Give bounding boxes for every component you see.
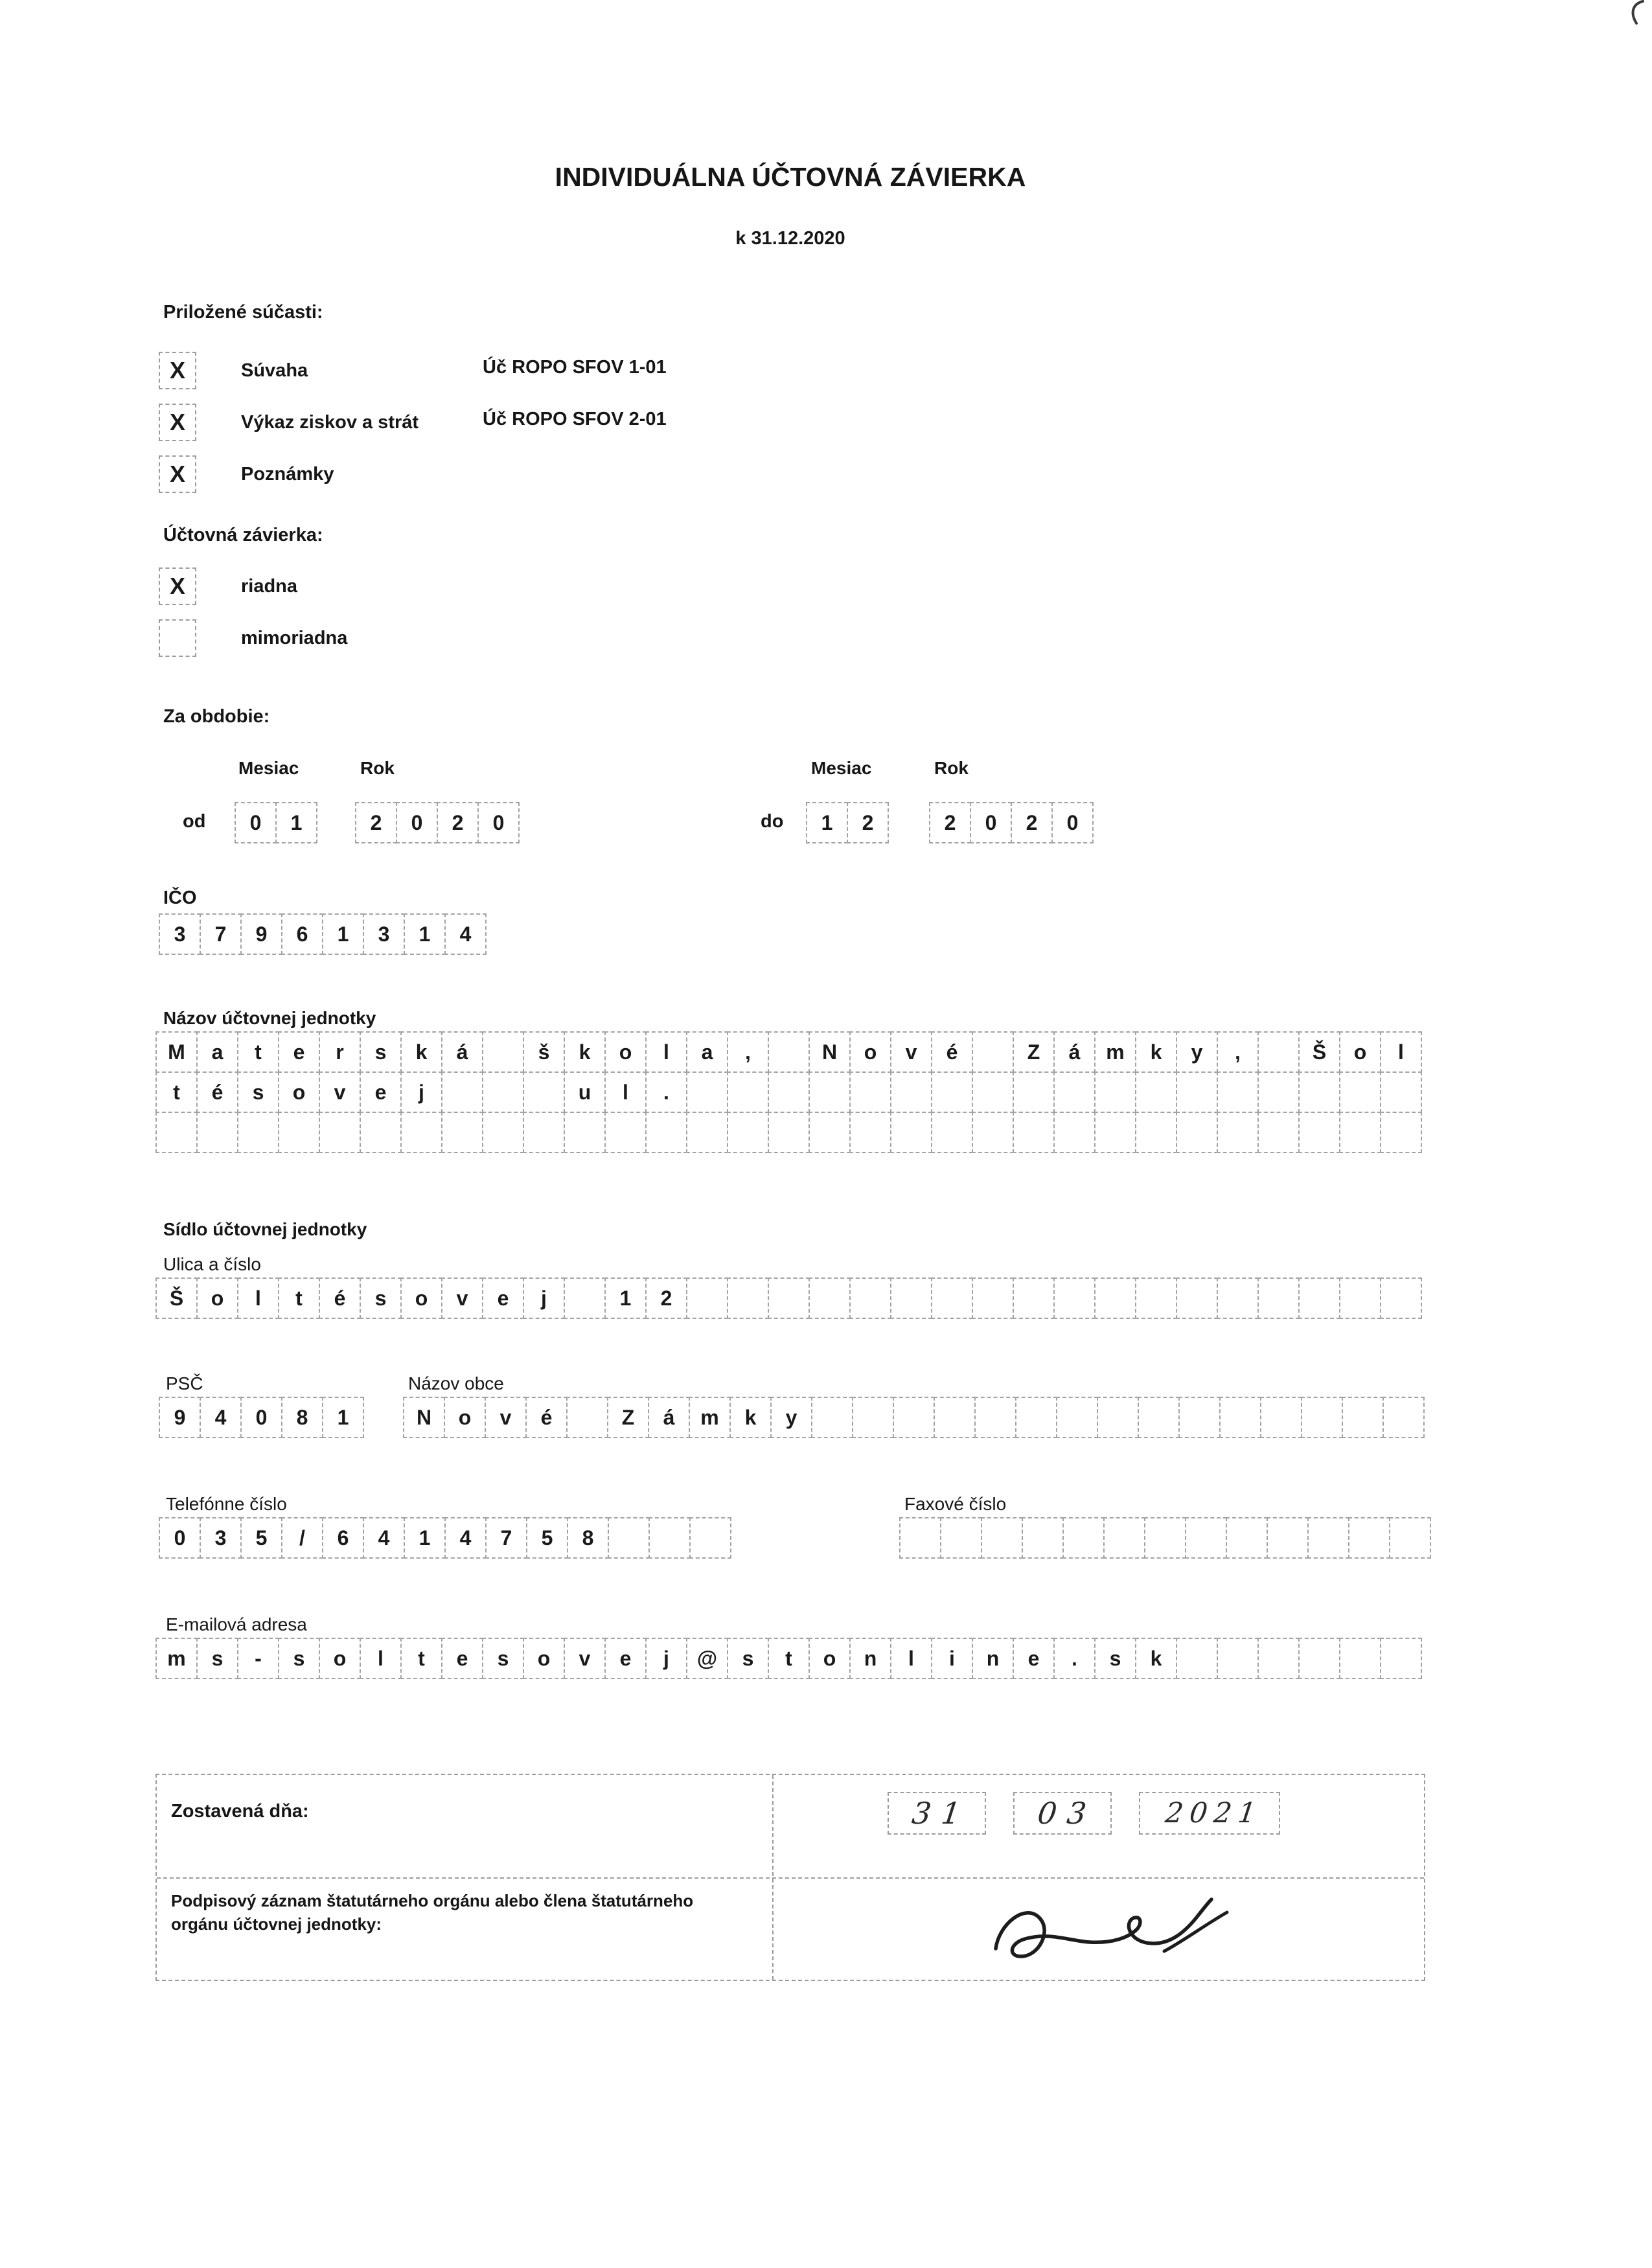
grid-cell: N bbox=[809, 1031, 851, 1073]
grid-cell bbox=[1144, 1517, 1186, 1559]
grid-cell: n bbox=[849, 1638, 891, 1679]
grid-cell: 8 bbox=[567, 1517, 609, 1559]
grid-cell: é bbox=[319, 1277, 361, 1319]
date-month-box bbox=[1013, 1792, 1112, 1835]
grid-cell: á bbox=[1053, 1031, 1096, 1073]
grid-cell: e bbox=[441, 1638, 483, 1679]
grid-cell bbox=[1217, 1112, 1259, 1153]
grid-cell: m bbox=[155, 1638, 198, 1679]
grid-cell: o bbox=[1339, 1031, 1381, 1073]
ulica-grid bbox=[155, 1277, 1422, 1319]
date-day-box bbox=[888, 1792, 986, 1835]
do-mesiac-header: Mesiac bbox=[811, 758, 872, 778]
grid-cell: 0 bbox=[970, 802, 1012, 843]
grid-cell: l bbox=[360, 1638, 402, 1679]
grid-cell bbox=[1178, 1397, 1221, 1438]
grid-cell: a bbox=[686, 1031, 728, 1073]
grid-cell bbox=[1226, 1517, 1268, 1559]
grid-cell: e bbox=[1013, 1638, 1055, 1679]
grid-cell bbox=[686, 1277, 728, 1319]
grid-cell bbox=[1380, 1071, 1422, 1113]
grid-cell: o bbox=[849, 1031, 891, 1073]
grid-cell bbox=[441, 1112, 483, 1153]
grid-cell bbox=[1176, 1638, 1218, 1679]
grid-cell bbox=[1348, 1517, 1390, 1559]
grid-cell bbox=[890, 1112, 932, 1153]
grid-cell: Z bbox=[1013, 1031, 1055, 1073]
grid-cell bbox=[604, 1112, 647, 1153]
grid-cell bbox=[931, 1112, 973, 1153]
grid-cell: 1 bbox=[404, 1517, 446, 1559]
form-title: INDIVIDUÁLNA ÚČTOVNÁ ZÁVIERKA bbox=[555, 162, 1026, 192]
grid-cell: 7 bbox=[485, 1517, 527, 1559]
grid-cell bbox=[890, 1277, 932, 1319]
grid-cell bbox=[1380, 1638, 1422, 1679]
od-rok-header: Rok bbox=[360, 758, 395, 778]
grid-cell: 6 bbox=[322, 1517, 364, 1559]
ico-label: IČO bbox=[163, 888, 197, 908]
grid-cell bbox=[482, 1071, 524, 1113]
grid-cell: s bbox=[727, 1638, 769, 1679]
grid-cell bbox=[1298, 1112, 1340, 1153]
grid-cell: k bbox=[564, 1031, 606, 1073]
grid-cell bbox=[196, 1112, 238, 1153]
attached-parts-heading: Priložené súčasti: bbox=[163, 302, 323, 323]
grid-cell bbox=[1380, 1277, 1422, 1319]
grid-cell bbox=[972, 1031, 1014, 1073]
grid-cell: 0 bbox=[1051, 802, 1094, 843]
grid-cell bbox=[1217, 1638, 1259, 1679]
grid-cell: o bbox=[278, 1071, 320, 1113]
grid-cell bbox=[645, 1112, 687, 1153]
grid-cell bbox=[1382, 1397, 1425, 1438]
grid-cell: s bbox=[278, 1638, 320, 1679]
grid-cell bbox=[893, 1397, 935, 1438]
grid-cell bbox=[1053, 1277, 1096, 1319]
do-label: do bbox=[761, 811, 784, 832]
label-riadna: riadna bbox=[241, 576, 298, 597]
grid-cell: m bbox=[689, 1397, 731, 1438]
grid-cell: , bbox=[1217, 1031, 1259, 1073]
checkbox-mark: X bbox=[169, 409, 185, 435]
grid-cell: 2 bbox=[929, 802, 971, 843]
grid-cell: 1 bbox=[275, 802, 317, 843]
grid-cell bbox=[1094, 1277, 1136, 1319]
grid-cell: s bbox=[482, 1638, 524, 1679]
grid-cell bbox=[981, 1517, 1023, 1559]
grid-cell: r bbox=[319, 1031, 361, 1073]
grid-cell: a bbox=[196, 1031, 238, 1073]
checkbox-mimoriadna bbox=[159, 619, 196, 657]
psc-grid bbox=[159, 1397, 364, 1438]
sidlo-heading: Sídlo účtovnej jednotky bbox=[163, 1219, 367, 1239]
grid-cell bbox=[890, 1071, 932, 1113]
label-mimoriadna: mimoriadna bbox=[241, 628, 348, 648]
podpisovy-zaznam-label: Podpisový záznam štatutárneho orgánu alebo člena štatutárneho orgánu účtovnej jednotky: bbox=[171, 1891, 694, 1934]
grid-cell bbox=[648, 1517, 691, 1559]
grid-cell bbox=[1298, 1638, 1340, 1679]
label-suvaha: Súvaha bbox=[241, 360, 308, 381]
grid-cell bbox=[564, 1112, 606, 1153]
grid-cell: s bbox=[1094, 1638, 1136, 1679]
grid-cell: 4 bbox=[363, 1517, 405, 1559]
grid-cell: 0 bbox=[477, 802, 520, 843]
grid-cell: 9 bbox=[240, 913, 282, 955]
grid-cell: k bbox=[400, 1031, 442, 1073]
grid-cell: , bbox=[727, 1031, 769, 1073]
grid-cell: s bbox=[360, 1277, 402, 1319]
grid-cell: 5 bbox=[526, 1517, 568, 1559]
grid-cell: e bbox=[604, 1638, 647, 1679]
grid-cell: 3 bbox=[363, 913, 405, 955]
grid-cell bbox=[1185, 1517, 1227, 1559]
grid-cell: 2 bbox=[847, 802, 889, 843]
table-horizontal-divider bbox=[157, 1877, 1424, 1879]
grid-cell: s bbox=[196, 1638, 238, 1679]
grid-cell bbox=[441, 1071, 483, 1113]
grid-cell: 1 bbox=[604, 1277, 647, 1319]
grid-cell: j bbox=[645, 1638, 687, 1679]
grid-cell bbox=[686, 1112, 728, 1153]
obec-grid bbox=[403, 1397, 1425, 1438]
telefon-grid bbox=[159, 1517, 731, 1559]
grid-cell: t bbox=[237, 1031, 279, 1073]
entity-name-row2 bbox=[155, 1071, 1422, 1113]
grid-cell: o bbox=[604, 1031, 647, 1073]
grid-cell bbox=[1062, 1517, 1105, 1559]
signature-table bbox=[155, 1774, 1425, 1981]
grid-cell: 2 bbox=[437, 802, 479, 843]
grid-cell bbox=[1267, 1517, 1309, 1559]
grid-cell bbox=[1217, 1277, 1259, 1319]
grid-cell: 6 bbox=[281, 913, 323, 955]
grid-cell: v bbox=[564, 1638, 606, 1679]
grid-cell bbox=[899, 1517, 941, 1559]
grid-cell: é bbox=[196, 1071, 238, 1113]
grid-cell: l bbox=[1380, 1031, 1422, 1073]
grid-cell bbox=[523, 1112, 565, 1153]
grid-cell bbox=[1301, 1397, 1343, 1438]
grid-cell bbox=[1339, 1638, 1381, 1679]
period-heading: Za obdobie: bbox=[163, 706, 270, 727]
grid-cell: š bbox=[523, 1031, 565, 1073]
grid-cell: Š bbox=[1298, 1031, 1340, 1073]
grid-cell bbox=[940, 1517, 982, 1559]
grid-cell: s bbox=[237, 1071, 279, 1113]
grid-cell bbox=[482, 1031, 524, 1073]
grid-cell bbox=[809, 1277, 851, 1319]
checkbox-riadna bbox=[159, 567, 196, 605]
grid-cell: 3 bbox=[200, 1517, 242, 1559]
grid-cell: á bbox=[648, 1397, 690, 1438]
date-year-box bbox=[1139, 1792, 1280, 1835]
grid-cell bbox=[1342, 1397, 1384, 1438]
grid-cell: 1 bbox=[322, 1397, 364, 1438]
grid-cell bbox=[1013, 1071, 1055, 1113]
grid-cell: . bbox=[645, 1071, 687, 1113]
grid-cell: n bbox=[972, 1638, 1014, 1679]
grid-cell: o bbox=[400, 1277, 442, 1319]
grid-cell bbox=[1053, 1071, 1096, 1113]
grid-cell bbox=[974, 1397, 1016, 1438]
grid-cell: e bbox=[278, 1031, 320, 1073]
grid-cell bbox=[727, 1071, 769, 1113]
grid-cell: t bbox=[400, 1638, 442, 1679]
grid-cell bbox=[931, 1071, 973, 1113]
grid-cell bbox=[400, 1112, 442, 1153]
grid-cell: é bbox=[525, 1397, 568, 1438]
grid-cell bbox=[1013, 1277, 1055, 1319]
code-suvaha: Úč ROPO SFOV 1-01 bbox=[483, 357, 667, 378]
grid-cell: 0 bbox=[240, 1397, 282, 1438]
grid-cell: é bbox=[931, 1031, 973, 1073]
grid-cell bbox=[1257, 1031, 1300, 1073]
grid-cell bbox=[852, 1397, 894, 1438]
grid-cell bbox=[972, 1277, 1014, 1319]
grid-cell bbox=[1339, 1071, 1381, 1113]
handwritten-day: 31 bbox=[910, 1796, 973, 1831]
grid-cell: 0 bbox=[159, 1517, 201, 1559]
handwritten-year: 2021 bbox=[1164, 1797, 1265, 1829]
grid-cell: o bbox=[523, 1638, 565, 1679]
grid-cell: v bbox=[319, 1071, 361, 1113]
grid-cell: 1 bbox=[322, 913, 364, 955]
checkbox-poznamky bbox=[159, 455, 196, 493]
signature-handwriting bbox=[980, 1884, 1265, 1978]
grid-cell bbox=[1339, 1112, 1381, 1153]
grid-cell: l bbox=[237, 1277, 279, 1319]
grid-cell bbox=[1135, 1277, 1177, 1319]
grid-cell bbox=[1056, 1397, 1098, 1438]
fax-grid bbox=[899, 1517, 1431, 1559]
ico-grid bbox=[159, 913, 487, 955]
grid-cell bbox=[1015, 1397, 1057, 1438]
grid-cell bbox=[1135, 1112, 1177, 1153]
grid-cell bbox=[566, 1397, 608, 1438]
grid-cell bbox=[931, 1277, 973, 1319]
grid-cell bbox=[608, 1517, 650, 1559]
checkbox-vykaz bbox=[159, 404, 196, 441]
grid-cell bbox=[523, 1071, 565, 1113]
grid-cell bbox=[686, 1071, 728, 1113]
grid-cell bbox=[1380, 1112, 1422, 1153]
grid-cell bbox=[727, 1112, 769, 1153]
grid-cell bbox=[1176, 1112, 1218, 1153]
grid-cell bbox=[849, 1112, 891, 1153]
grid-cell bbox=[768, 1071, 810, 1113]
grid-cell: k bbox=[729, 1397, 772, 1438]
ulica-label: Ulica a číslo bbox=[163, 1254, 261, 1274]
grid-cell bbox=[811, 1397, 853, 1438]
od-mesiac-header: Mesiac bbox=[238, 758, 299, 778]
grid-cell: 5 bbox=[240, 1517, 282, 1559]
obec-label: Názov obce bbox=[408, 1373, 504, 1393]
entity-name-row3 bbox=[155, 1112, 1422, 1153]
scan-artifact-mark bbox=[1616, 0, 1649, 27]
grid-cell bbox=[809, 1112, 851, 1153]
grid-cell: j bbox=[400, 1071, 442, 1113]
grid-cell: u bbox=[564, 1071, 606, 1113]
form-date-subtitle: k 31.12.2020 bbox=[735, 228, 845, 249]
grid-cell bbox=[1298, 1071, 1340, 1113]
grid-cell: M bbox=[155, 1031, 198, 1073]
do-year-grid bbox=[929, 802, 1094, 843]
grid-cell: o bbox=[319, 1638, 361, 1679]
grid-cell: t bbox=[278, 1277, 320, 1319]
grid-cell: á bbox=[441, 1031, 483, 1073]
grid-cell: 4 bbox=[444, 913, 487, 955]
grid-cell bbox=[1176, 1277, 1218, 1319]
grid-cell bbox=[1094, 1071, 1136, 1113]
fax-label: Faxové číslo bbox=[904, 1494, 1007, 1514]
grid-cell bbox=[934, 1397, 976, 1438]
grid-cell bbox=[1257, 1071, 1300, 1113]
grid-cell: k bbox=[1135, 1031, 1177, 1073]
grid-cell bbox=[564, 1277, 606, 1319]
grid-cell: 3 bbox=[159, 913, 201, 955]
grid-cell: 2 bbox=[1011, 802, 1053, 843]
telefon-label: Telefónne číslo bbox=[166, 1494, 287, 1514]
grid-cell: 8 bbox=[281, 1397, 323, 1438]
grid-cell: t bbox=[155, 1071, 198, 1113]
grid-cell: i bbox=[931, 1638, 973, 1679]
grid-cell: 2 bbox=[645, 1277, 687, 1319]
grid-cell: l bbox=[604, 1071, 647, 1113]
zostavena-dna-label: Zostavená dňa: bbox=[171, 1801, 309, 1822]
grid-cell bbox=[278, 1112, 320, 1153]
entity-name-label: Názov účtovnej jednotky bbox=[163, 1008, 376, 1028]
grid-cell bbox=[849, 1277, 891, 1319]
grid-cell bbox=[1103, 1517, 1145, 1559]
grid-cell bbox=[1097, 1397, 1139, 1438]
grid-cell: m bbox=[1094, 1031, 1136, 1073]
grid-cell bbox=[1257, 1112, 1300, 1153]
checkbox-suvaha bbox=[159, 352, 196, 389]
grid-cell bbox=[1022, 1517, 1064, 1559]
grid-cell: 0 bbox=[235, 802, 277, 843]
grid-cell: 4 bbox=[444, 1517, 487, 1559]
grid-cell: 1 bbox=[404, 913, 446, 955]
grid-cell: l bbox=[645, 1031, 687, 1073]
grid-cell: o bbox=[809, 1638, 851, 1679]
grid-cell: . bbox=[1053, 1638, 1096, 1679]
label-vykaz: Výkaz ziskov a strát bbox=[241, 412, 419, 433]
grid-cell bbox=[1339, 1277, 1381, 1319]
od-label: od bbox=[183, 811, 206, 832]
grid-cell: N bbox=[403, 1397, 445, 1438]
grid-cell: / bbox=[281, 1517, 323, 1559]
grid-cell: e bbox=[482, 1277, 524, 1319]
email-label: E-mailová adresa bbox=[166, 1614, 307, 1634]
grid-cell bbox=[360, 1112, 402, 1153]
grid-cell bbox=[849, 1071, 891, 1113]
grid-cell bbox=[972, 1112, 1014, 1153]
checkbox-mark: X bbox=[169, 357, 185, 384]
grid-cell bbox=[727, 1277, 769, 1319]
grid-cell: v bbox=[441, 1277, 483, 1319]
checkbox-mark: X bbox=[169, 573, 185, 599]
grid-cell: l bbox=[890, 1638, 932, 1679]
grid-cell bbox=[155, 1112, 198, 1153]
grid-cell: j bbox=[523, 1277, 565, 1319]
grid-cell bbox=[1135, 1071, 1177, 1113]
grid-cell: e bbox=[360, 1071, 402, 1113]
grid-cell: y bbox=[1176, 1031, 1218, 1073]
grid-cell: 4 bbox=[200, 1397, 242, 1438]
grid-cell: t bbox=[768, 1638, 810, 1679]
grid-cell: @ bbox=[686, 1638, 728, 1679]
grid-cell: v bbox=[485, 1397, 527, 1438]
grid-cell bbox=[1257, 1277, 1300, 1319]
grid-cell bbox=[689, 1517, 731, 1559]
od-month-grid bbox=[235, 802, 317, 843]
grid-cell: 0 bbox=[396, 802, 438, 843]
grid-cell: s bbox=[360, 1031, 402, 1073]
grid-cell: 1 bbox=[806, 802, 848, 843]
grid-cell: 7 bbox=[200, 913, 242, 955]
grid-cell: Z bbox=[607, 1397, 649, 1438]
zavierka-heading: Účtovná závierka: bbox=[163, 525, 323, 545]
grid-cell bbox=[768, 1112, 810, 1153]
grid-cell bbox=[482, 1112, 524, 1153]
grid-cell: k bbox=[1135, 1638, 1177, 1679]
handwritten-month: 03 bbox=[1035, 1796, 1099, 1831]
grid-cell bbox=[1094, 1112, 1136, 1153]
grid-cell bbox=[1013, 1112, 1055, 1153]
do-rok-header: Rok bbox=[934, 758, 969, 778]
grid-cell bbox=[768, 1031, 810, 1073]
grid-cell: Š bbox=[155, 1277, 198, 1319]
do-month-grid bbox=[806, 802, 889, 843]
grid-cell bbox=[1217, 1071, 1259, 1113]
grid-cell bbox=[1138, 1397, 1180, 1438]
grid-cell: 2 bbox=[355, 802, 397, 843]
grid-cell: v bbox=[890, 1031, 932, 1073]
grid-cell bbox=[972, 1071, 1014, 1113]
grid-cell bbox=[809, 1071, 851, 1113]
entity-name-grid bbox=[155, 1031, 1422, 1153]
grid-cell: o bbox=[444, 1397, 486, 1438]
email-grid bbox=[155, 1638, 1422, 1679]
grid-cell bbox=[1053, 1112, 1096, 1153]
grid-cell: o bbox=[196, 1277, 238, 1319]
grid-cell: 9 bbox=[159, 1397, 201, 1438]
grid-cell bbox=[1298, 1277, 1340, 1319]
grid-cell bbox=[1260, 1397, 1302, 1438]
code-vykaz: Úč ROPO SFOV 2-01 bbox=[483, 409, 667, 430]
grid-cell bbox=[1307, 1517, 1349, 1559]
label-poznamky: Poznámky bbox=[241, 464, 334, 485]
od-year-grid bbox=[355, 802, 520, 843]
grid-cell: - bbox=[237, 1638, 279, 1679]
grid-cell bbox=[237, 1112, 279, 1153]
psc-label: PSČ bbox=[166, 1373, 203, 1393]
grid-cell bbox=[1389, 1517, 1431, 1559]
grid-cell bbox=[1257, 1638, 1300, 1679]
grid-cell bbox=[1176, 1071, 1218, 1113]
grid-cell bbox=[768, 1277, 810, 1319]
grid-cell bbox=[1219, 1397, 1261, 1438]
grid-cell: y bbox=[770, 1397, 812, 1438]
entity-name-row1 bbox=[155, 1031, 1422, 1073]
checkbox-mark: X bbox=[169, 461, 185, 487]
grid-cell bbox=[319, 1112, 361, 1153]
